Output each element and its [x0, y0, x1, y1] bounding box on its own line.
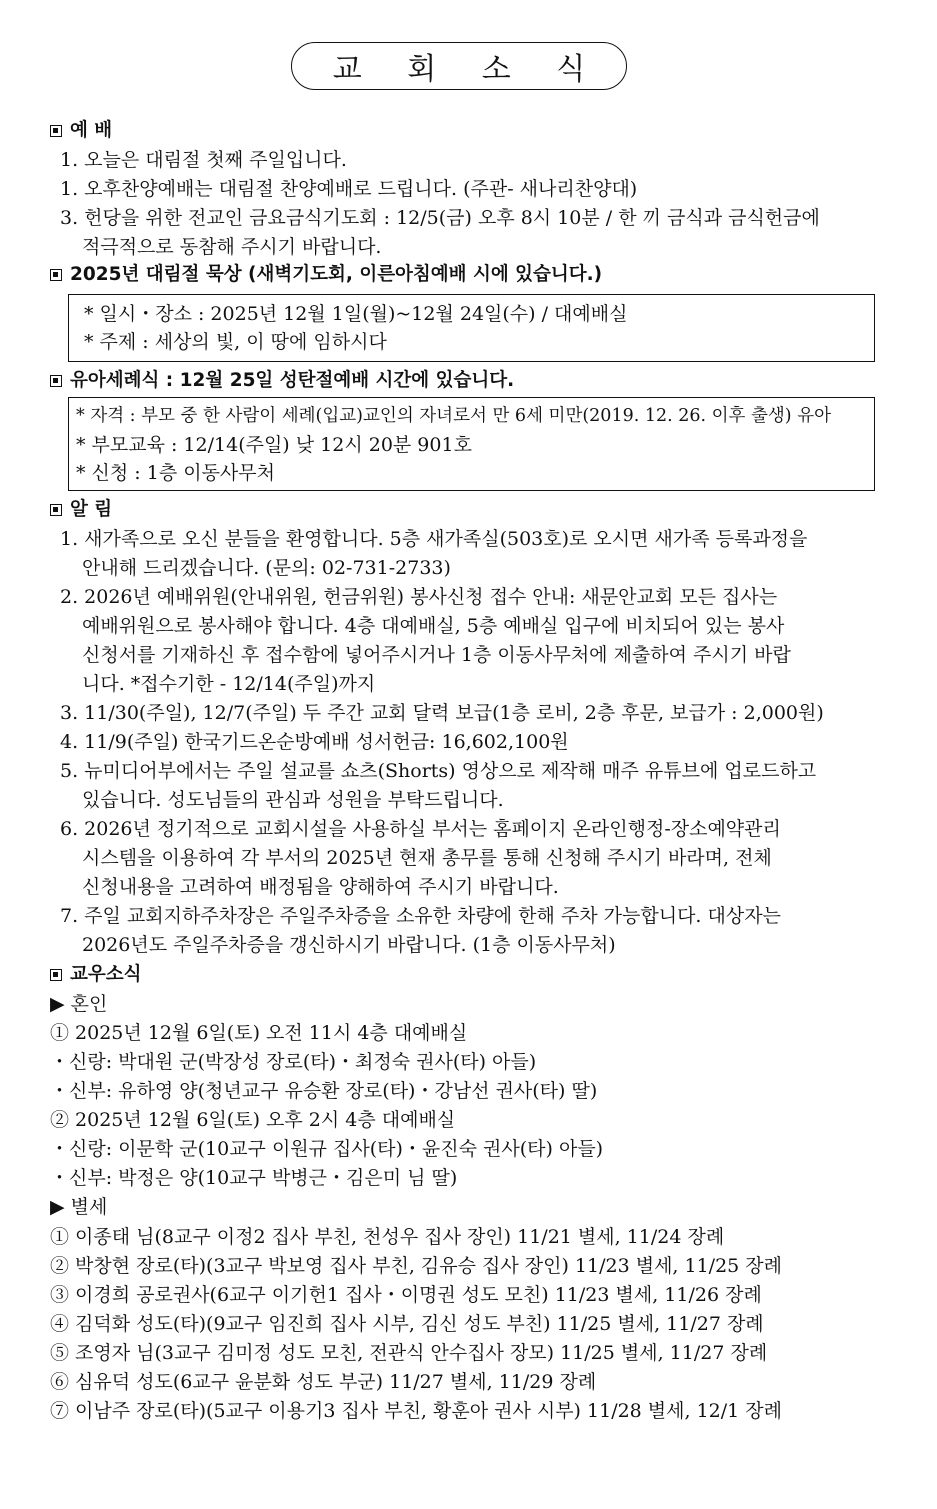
- notice-line: 안내해 드리겠습니다. (문의: 02-731-2733): [82, 557, 451, 579]
- wedding-line: ・신랑: 박대원 군(박장성 장로(타)・최정숙 권사(타) 아들): [50, 1051, 537, 1073]
- square-bullet-icon: [50, 269, 62, 281]
- notices-heading-text: 알 림: [70, 499, 113, 520]
- passing-line: ④ 김덕화 성도(타)(9교구 임진희 집사 시부, 김신 성도 부친) 11/25 별세, 11/27 장례: [50, 1313, 764, 1335]
- notice-line: 니다. *접수기한 - 12/14(주일)까지: [82, 673, 376, 695]
- notice-line: 예배위원으로 봉사해야 합니다. 4층 대예배실, 5층 예배실 입구에 비치되어 있는 봉사: [82, 615, 785, 637]
- page-title: 교 회 소 식: [291, 42, 627, 90]
- square-bullet-icon: [50, 375, 62, 387]
- notice-line: 신청내용을 고려하여 배정됨을 양해하여 주시기 바랍니다.: [82, 876, 559, 898]
- section-heading-advent: [50, 262, 602, 288]
- section-heading-worship: [50, 118, 112, 144]
- notice-line: 신청서를 기재하신 후 접수함에 넣어주시거나 1층 이동사무처에 제출하여 주시기 바랍: [82, 644, 791, 666]
- wedding-label: ▶ 혼인: [50, 993, 108, 1015]
- notice-line: 있습니다. 성도님들의 관심과 성원을 부탁드립니다.: [82, 789, 504, 811]
- wedding-line: ② 2025년 12월 6일(토) 오후 2시 4층 대예배실: [50, 1109, 456, 1131]
- wedding-line: ・신부: 유하영 양(청년교구 유승환 장로(타)・강남선 권사(타) 딸): [50, 1080, 598, 1102]
- notice-line: 2026년도 주일주차증을 갱신하시기 바랍니다. (1층 이동사무처): [82, 934, 616, 956]
- worship-item: 1. 오늘은 대림절 첫째 주일입니다.: [60, 149, 347, 171]
- notice-line: 4. 11/9(주일) 한국기드온순방예배 성서헌금: 16,602,100원: [60, 731, 569, 753]
- advent-box-line: * 주제 : 세상의 빛, 이 땅에 임하시다: [84, 331, 387, 353]
- passing-line: ③ 이경희 공로권사(6교구 이기헌1 집사・이명권 성도 모친) 11/23 별세, 11/26 장례: [50, 1284, 762, 1306]
- wedding-line: ・신랑: 이문학 군(10교구 이원규 집사(타)・윤진숙 권사(타) 아들): [50, 1138, 604, 1160]
- passing-line: ⑦ 이남주 장로(타)(5교구 이용기3 집사 부친, 황훈아 권사 시부) 11/28 별세, 12/1 장례: [50, 1400, 783, 1422]
- notice-line: 6. 2026년 정기적으로 교회시설을 사용하실 부서는 홈페이지 온라인행정-장소예약관리: [60, 818, 781, 840]
- advent-box-line: * 일시・장소 : 2025년 12월 1일(월)~12월 24일(수) / 대예배실: [84, 303, 628, 325]
- notice-line: 1. 새가족으로 오신 분들을 환영합니다. 5층 새가족실(503호)로 오시면 새가족 등록과정을: [60, 528, 808, 550]
- baptism-box-line: * 신청 : 1층 이동사무처: [76, 462, 275, 484]
- baptism-box-line: * 부모교육 : 12/14(주일) 낮 12시 20분 901호: [76, 434, 472, 456]
- worship-heading-text: 예 배: [70, 120, 113, 141]
- wedding-line: ① 2025년 12월 6일(토) 오전 11시 4층 대예배실: [50, 1022, 468, 1044]
- passing-line: ① 이종태 님(8교구 이정2 집사 부친, 천성우 집사 장인) 11/21 별세, 11/24 장례: [50, 1226, 725, 1248]
- square-bullet-icon: [50, 504, 62, 516]
- wedding-line: ・신부: 박정은 양(10교구 박병근・김은미 님 딸): [50, 1167, 458, 1189]
- square-bullet-icon: [50, 969, 62, 981]
- worship-item: 3. 헌당을 위한 전교인 금요금식기도회 : 12/5(금) 오후 8시 10분 / 한 끼 금식과 금식헌금에: [60, 207, 820, 229]
- worship-item: 1. 오후찬양예배는 대림절 찬양예배로 드립니다. (주관- 새나리찬양대): [60, 178, 638, 200]
- passing-line: ② 박창현 장로(타)(3교구 박보영 집사 부친, 김유승 집사 장인) 11/23 별세, 11/25 장례: [50, 1255, 783, 1277]
- passing-label: ▶ 별세: [50, 1196, 108, 1218]
- notice-line: 2. 2026년 예배위원(안내위원, 헌금위원) 봉사신청 접수 안내: 새문안교회 모든 집사는: [60, 586, 778, 608]
- members-heading-text: 교우소식: [70, 964, 142, 985]
- worship-item: 적극적으로 동참해 주시기 바랍니다.: [82, 236, 382, 258]
- square-bullet-icon: [50, 125, 62, 137]
- notice-line: 3. 11/30(주일), 12/7(주일) 두 주간 교회 달력 보급(1층 로비, 2층 후문, 보급가 : 2,000원): [60, 702, 824, 724]
- section-heading-members: [50, 962, 141, 988]
- passing-line: ⑤ 조영자 님(3교구 김미정 성도 모친, 전관식 안수집사 장모) 11/25 별세, 11/27 장례: [50, 1342, 768, 1364]
- section-heading-baptism: [50, 368, 514, 394]
- advent-heading-text: 2025년 대림절 묵상 (새벽기도회, 이른아침예배 시에 있습니다.): [70, 264, 603, 285]
- baptism-heading-text: 유아세례식 : 12월 25일 성탄절예배 시간에 있습니다.: [70, 370, 515, 391]
- notice-line: 5. 뉴미디어부에서는 주일 설교를 쇼츠(Shorts) 영상으로 제작해 매주 유튜브에 업로드하고: [60, 760, 817, 782]
- notice-line: 7. 주일 교회지하주차장은 주일주차증을 소유한 차량에 한해 주차 가능합니다. 대상자는: [60, 905, 781, 927]
- baptism-box-line: * 자격 : 부모 중 한 사람이 세례(입교)교인의 자녀로서 만 6세 미만(2019. 12. 26. 이후 출생) 유아: [76, 406, 832, 426]
- passing-line: ⑥ 심유덕 성도(6교구 윤분화 성도 부군) 11/27 별세, 11/29 장례: [50, 1371, 597, 1393]
- notice-line: 시스템을 이용하여 각 부서의 2025년 현재 총무를 통해 신청해 주시기 바라며, 전체: [82, 847, 772, 869]
- section-heading-notices: [50, 497, 112, 523]
